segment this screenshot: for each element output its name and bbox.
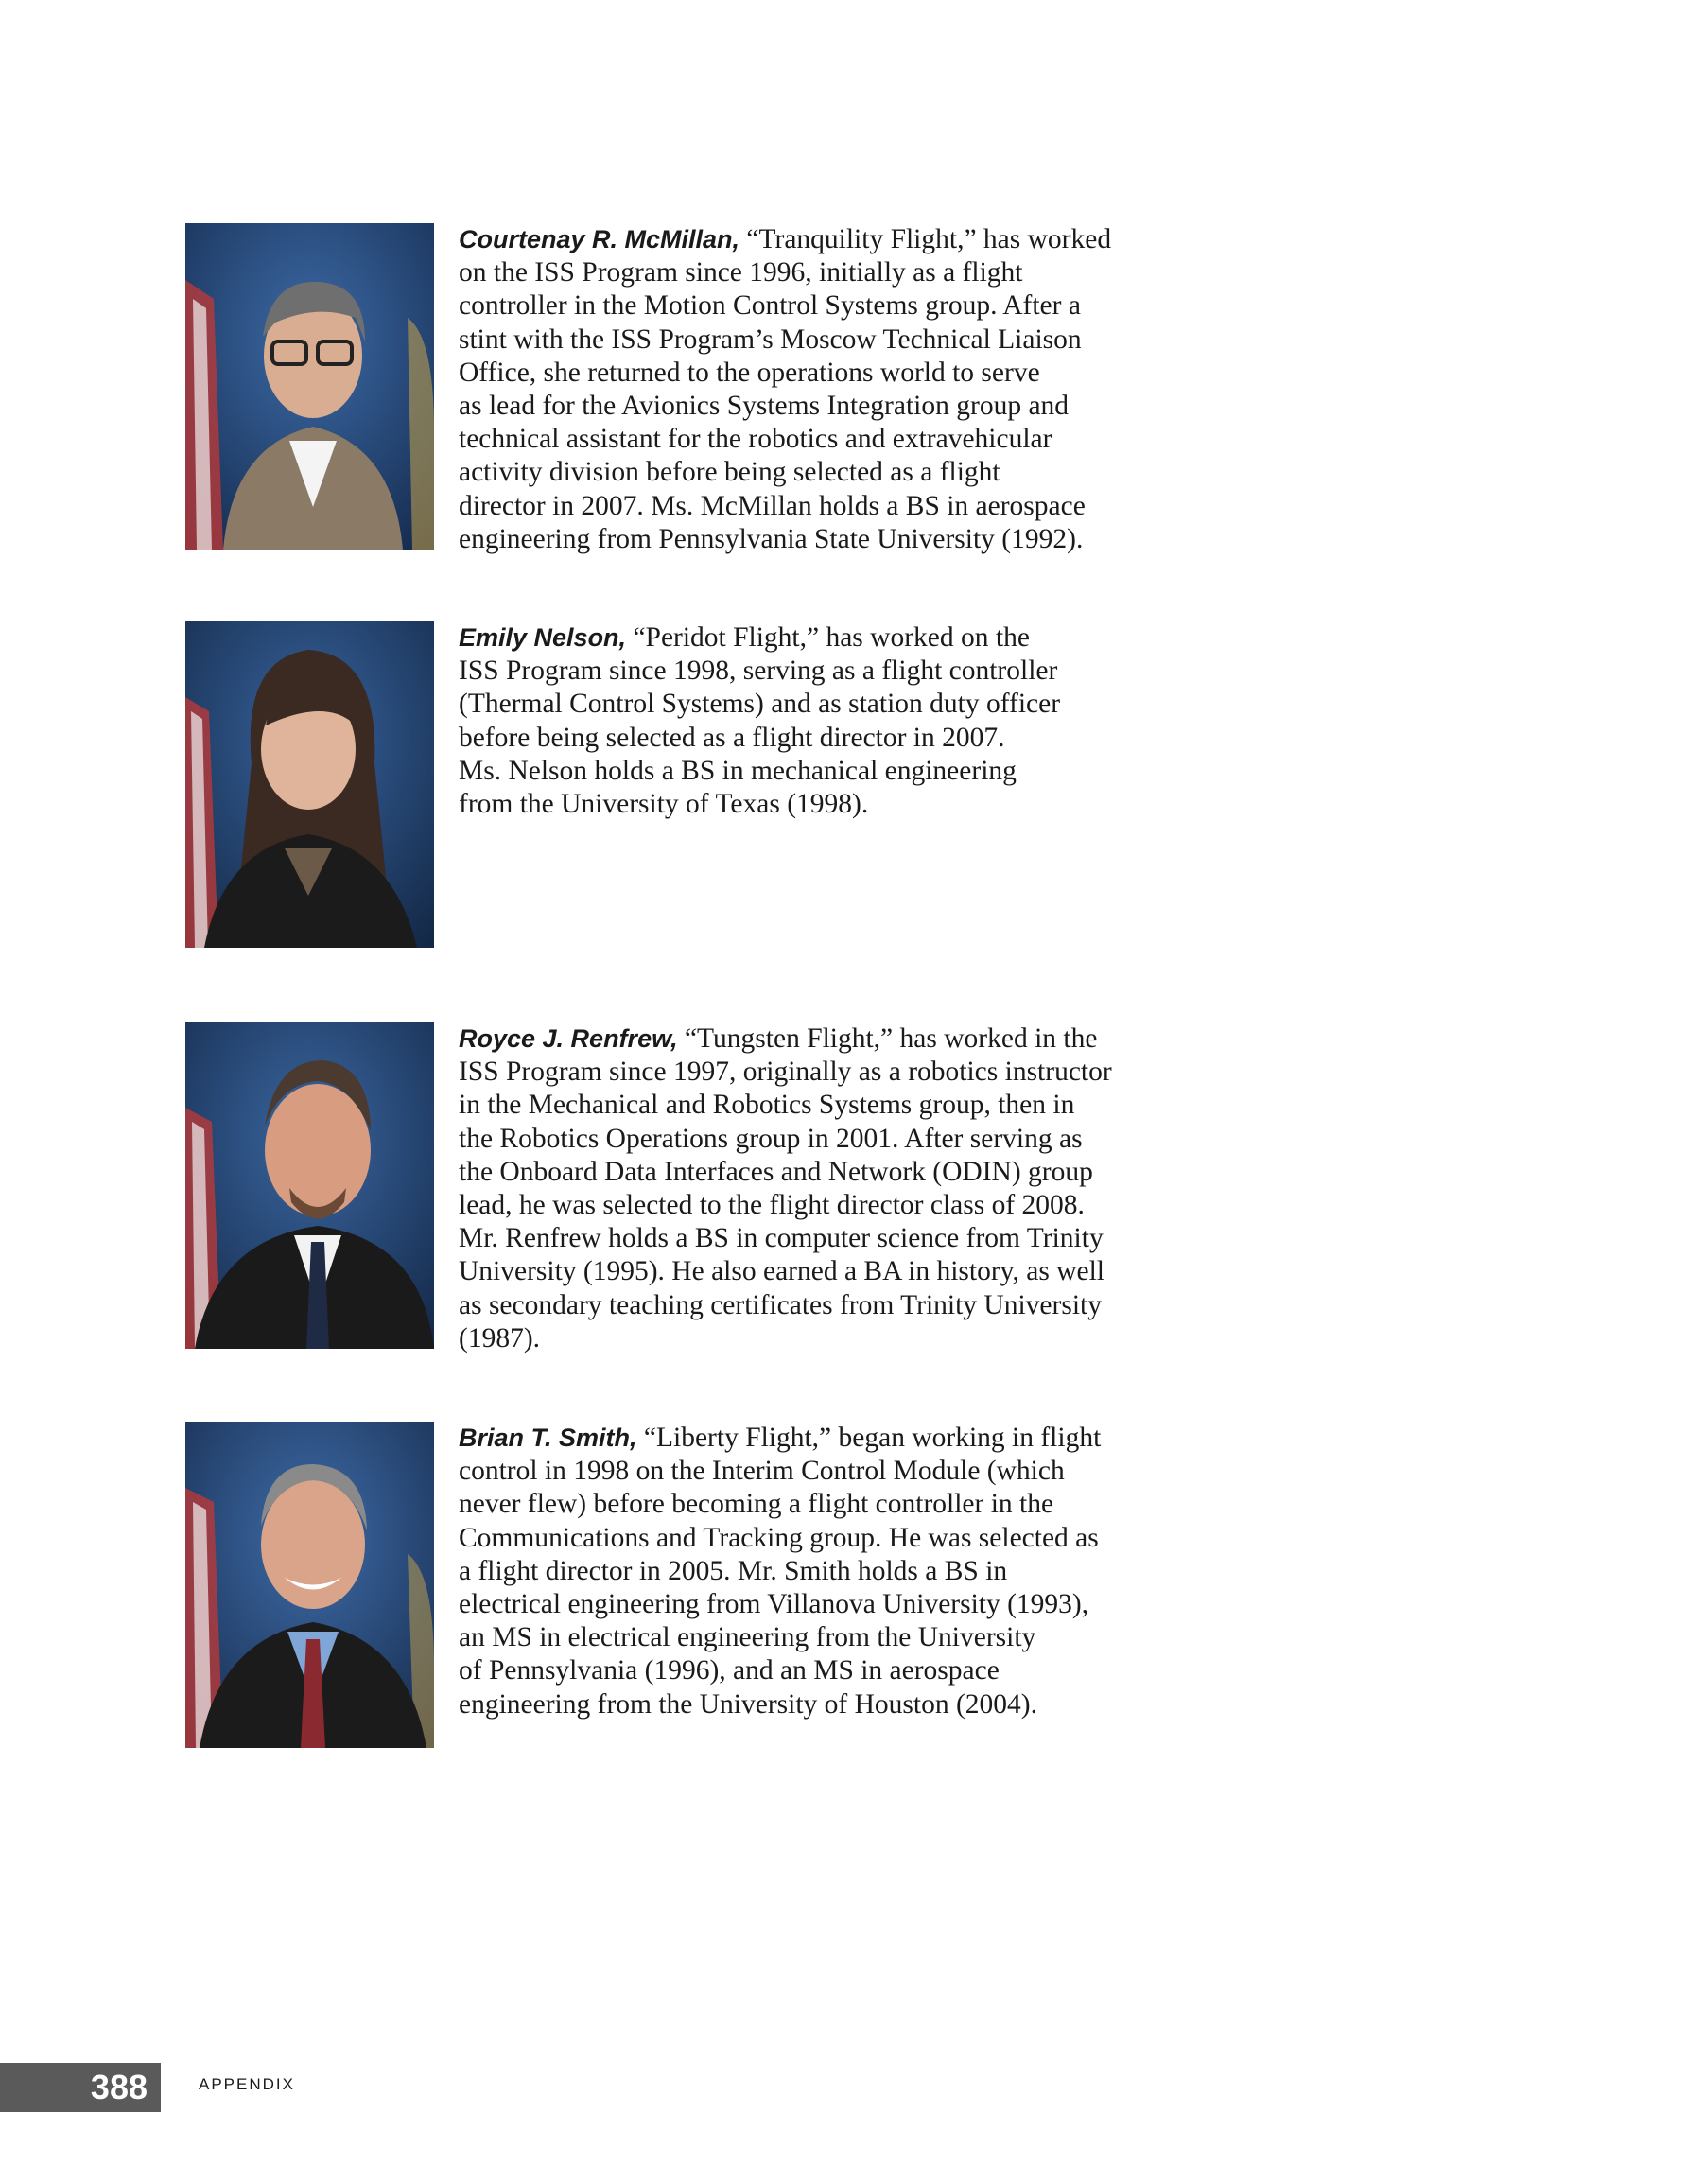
bio-line: engineering from the University of Houston (2004).	[459, 1688, 1037, 1720]
page-number: 388	[0, 2063, 161, 2112]
bio-line: in the Mechanical and Robotics Systems group, then in	[459, 1090, 1075, 1121]
bio-line: engineering from Pennsylvania State University (1992).	[459, 523, 1084, 554]
bio-line: director in 2007. Ms. McMillan holds a BS in aerospace	[459, 490, 1086, 521]
bio-line: as secondary teaching certificates from Trinity University	[459, 1289, 1102, 1320]
bio-line: lead, he was selected to the flight director class of 2008.	[459, 1190, 1085, 1221]
bio-line: Ms. Nelson holds a BS in mechanical engineering	[459, 755, 1017, 786]
bio-line: (Thermal Control Systems) and as station duty officer	[459, 689, 1061, 720]
bio-line: the Onboard Data Interfaces and Network (ODIN) group	[459, 1156, 1093, 1187]
bio-entry	[0, 1422, 1687, 1748]
bio-line: stint with the ISS Program’s Moscow Technical Liaison	[459, 323, 1082, 355]
bio-name: Emily Nelson,	[459, 623, 627, 652]
bio-first-line: “Liberty Flight,” began working in flight	[636, 1423, 1102, 1453]
bio-text	[459, 1422, 1121, 1721]
bio-line: (1987).	[459, 1322, 541, 1354]
bio-line: Communications and Tracking group. He was selected as	[459, 1522, 1099, 1553]
bio-name: Courtenay R. McMillan,	[459, 225, 740, 253]
bio-line: an MS in electrical engineering from the University	[459, 1622, 1036, 1653]
bio-line: technical assistant for the robotics and extravehicular	[459, 424, 1052, 455]
bio-line: as lead for the Avionics Systems Integration group and	[459, 391, 1070, 422]
bio-line: on the ISS Program since 1996, initially as a flight	[459, 257, 1023, 288]
bio-line: University (1995). He also earned a BA in history, as well	[459, 1256, 1104, 1287]
bio-line: control in 1998 on the Interim Control Module (which	[459, 1456, 1065, 1487]
bio-entry	[0, 1022, 1687, 1354]
bio-line: Office, she returned to the operations world to serve	[459, 357, 1040, 388]
bio-text	[459, 223, 1121, 556]
bio-name: Royce J. Renfrew,	[459, 1024, 678, 1053]
bio-line: ISS Program since 1997, originally as a robotics instructor	[459, 1057, 1112, 1088]
bio-entry	[0, 621, 1687, 948]
section-label: APPENDIX	[199, 2075, 295, 2093]
bio-line: of Pennsylvania (1996), and an MS in aerospace	[459, 1655, 1000, 1686]
bio-line: ISS Program since 1998, serving as a flight controller	[459, 655, 1058, 687]
bio-first-line: “Tungsten Flight,” has worked in the	[677, 1023, 1098, 1054]
portrait-photo	[185, 621, 434, 948]
bio-text	[459, 621, 1121, 821]
bio-text	[459, 1022, 1121, 1355]
bio-first-line: “Peridot Flight,” has worked on the	[626, 622, 1030, 653]
bio-line: a flight director in 2005. Mr. Smith holds a BS in	[459, 1555, 1008, 1586]
bio-line: never flew) before becoming a flight controller in the	[459, 1489, 1054, 1520]
bio-first-line: “Tranquility Flight,” has worked	[739, 224, 1112, 254]
bio-line: the Robotics Operations group in 2001. After serving as	[459, 1123, 1083, 1154]
bio-line: from the University of Texas (1998).	[459, 789, 869, 820]
bio-name: Brian T. Smith,	[459, 1424, 637, 1452]
portrait-photo	[185, 1422, 434, 1748]
bio-entry	[0, 223, 1687, 554]
bio-line: electrical engineering from Villanova University (1993),	[459, 1589, 1089, 1620]
bio-line: controller in the Motion Control Systems group. After a	[459, 290, 1081, 322]
portrait-photo	[185, 223, 434, 550]
portrait-photo	[185, 1022, 434, 1349]
bio-line: before being selected as a flight director in 2007.	[459, 722, 1005, 753]
bio-line: Mr. Renfrew holds a BS in computer science from Trinity	[459, 1223, 1104, 1254]
bio-line: activity division before being selected as a flight	[459, 457, 1000, 488]
